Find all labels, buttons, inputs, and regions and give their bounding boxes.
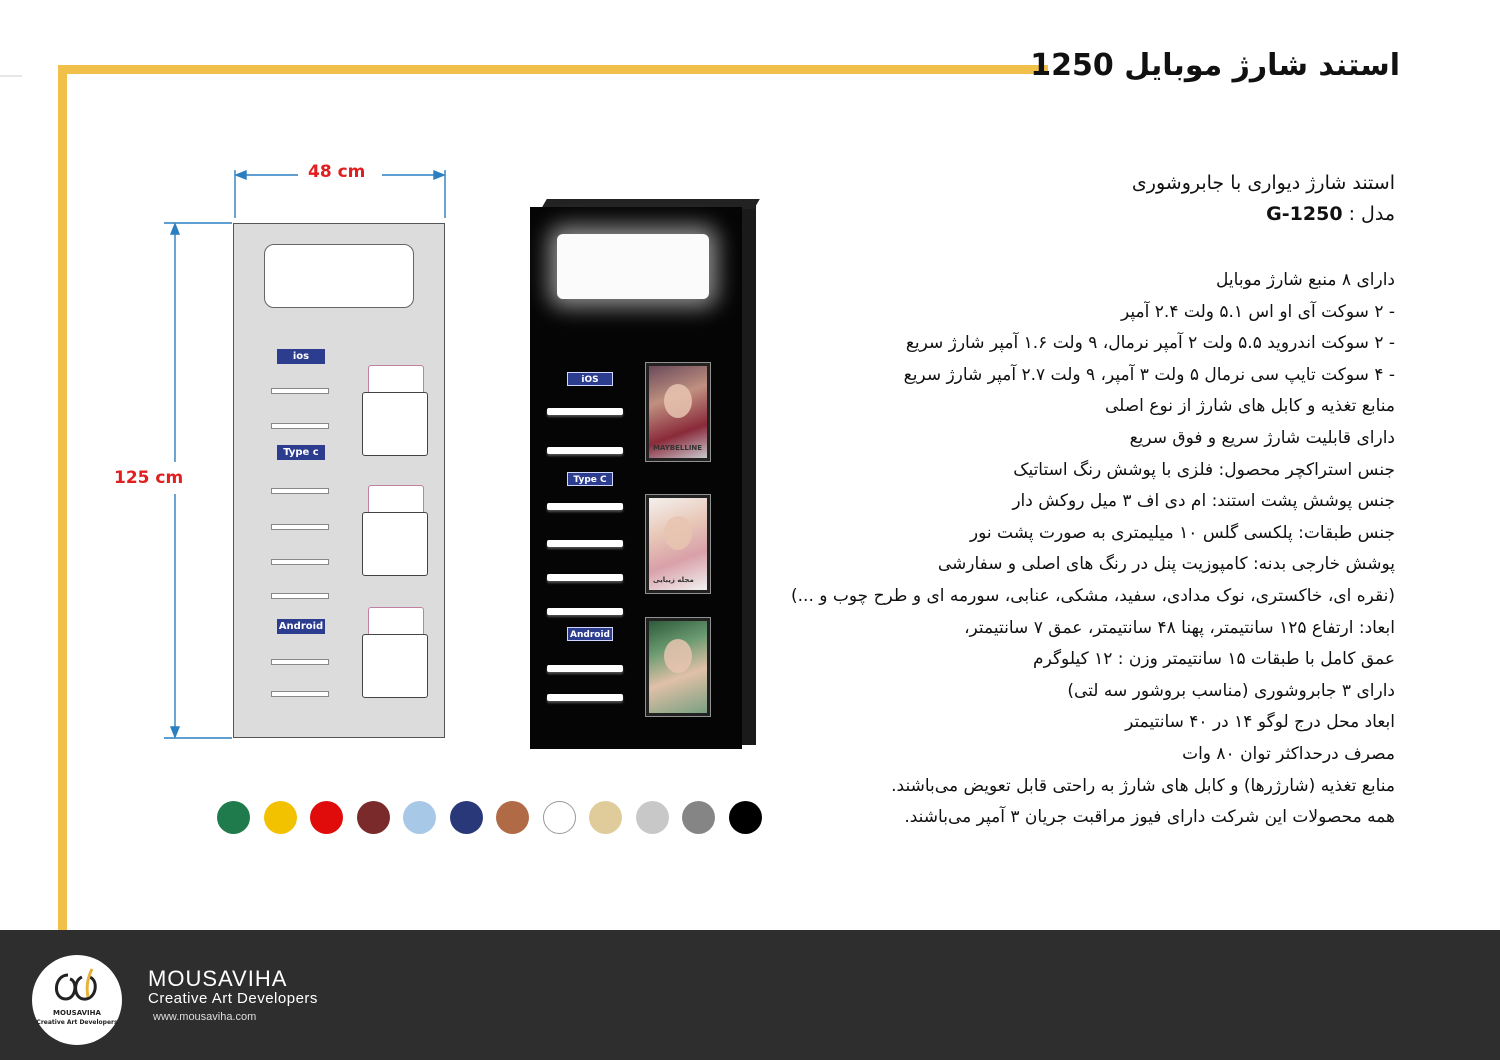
brand-tagline: Creative Art Developers bbox=[148, 990, 318, 1007]
brochure-text: مجله زیبایی bbox=[653, 576, 694, 584]
rendered-stand bbox=[530, 207, 742, 749]
spec-item: همه محصولات این شرکت دارای فیوز مراقبت جریان ۳ آمپر می‌باشند. bbox=[904, 807, 1395, 828]
logo-tagline: Creative Art Developers bbox=[36, 1019, 118, 1026]
color-swatch bbox=[682, 801, 715, 834]
color-swatch bbox=[496, 801, 529, 834]
brochure-face bbox=[664, 639, 692, 673]
typec-tag: Type c bbox=[277, 445, 325, 460]
logo-slot bbox=[264, 244, 414, 308]
shelf bbox=[271, 423, 329, 429]
width-dimension-label: 48 cm bbox=[308, 162, 366, 182]
technical-drawing-panel bbox=[233, 223, 445, 738]
brochure-pocket bbox=[362, 512, 428, 576]
backlit-logo-panel bbox=[557, 234, 709, 299]
footer-bar bbox=[0, 930, 1500, 1060]
color-swatches bbox=[217, 801, 775, 834]
render-shelf bbox=[547, 408, 623, 415]
render-ios-tag: iOS bbox=[567, 372, 613, 386]
spec-item: عمق کامل با طبقات ۱۵ سانتیمتر وزن : ۱۲ کیلوگرم bbox=[1033, 649, 1395, 670]
shelf bbox=[271, 559, 329, 565]
render-shelf bbox=[547, 540, 623, 547]
color-swatch bbox=[636, 801, 669, 834]
brochure-text: MAYBELLINE bbox=[653, 444, 703, 452]
model-label: مدل : bbox=[1348, 203, 1395, 225]
render-shelf bbox=[547, 503, 623, 510]
color-swatch bbox=[217, 801, 250, 834]
render-shelf bbox=[547, 574, 623, 581]
color-swatch bbox=[450, 801, 483, 834]
render-shelf bbox=[547, 447, 623, 454]
spec-item: ابعاد محل درج لوگو ۱۴ در ۴۰ سانتیمتر bbox=[1125, 712, 1395, 733]
shelf bbox=[271, 659, 329, 665]
spec-item: دارای ۸ منبع شارژ موبایل bbox=[1216, 270, 1395, 290]
color-swatch bbox=[543, 801, 576, 834]
shelf bbox=[271, 488, 329, 494]
company-logo bbox=[32, 955, 122, 1045]
spec-item: ابعاد: ارتفاع ۱۲۵ سانتیمتر، پهنا ۴۸ سانتیمتر، عمق ۷ سانتیمتر، bbox=[964, 617, 1395, 638]
brochure-holder bbox=[645, 617, 711, 717]
spec-item: جنس پوشش پشت استند: ام دی اف ۳ میل روکش دار bbox=[1012, 491, 1395, 512]
brand-name: MOUSAVIHA bbox=[148, 966, 288, 991]
spec-item: دارای ۳ جابروشوری (مناسب بروشور سه لتی) bbox=[1067, 680, 1395, 701]
color-swatch bbox=[310, 801, 343, 834]
color-swatch bbox=[729, 801, 762, 834]
color-swatch bbox=[589, 801, 622, 834]
color-swatch bbox=[264, 801, 297, 834]
brochure-pocket bbox=[362, 634, 428, 698]
shelf bbox=[271, 388, 329, 394]
spec-item: - ۴ سوکت تایپ سی نرمال ۵ ولت ۳ آمپر، ۹ ولت ۲.۷ آمپر شارژ سریع bbox=[903, 364, 1395, 385]
spec-item: منابع تغذیه (شارژرها) و کابل های شارژ به راحتی قابل تعویض می‌باشند. bbox=[891, 775, 1395, 796]
spec-item: جنس استراکچر محصول: فلزی با پوشش رنگ استاتیک bbox=[1013, 459, 1395, 480]
corner-tick bbox=[0, 75, 22, 77]
brochure-holder bbox=[645, 362, 711, 462]
frame-left-bar bbox=[58, 65, 67, 930]
spec-item: مصرف درحداکثر توان ۸۰ وات bbox=[1182, 743, 1395, 764]
spec-item: (نقره ای، خاکستری، نوک مدادی، سفید، مشکی، عنابی، سورمه ای و طرح چوب و ...) bbox=[791, 585, 1395, 606]
brochure-face bbox=[664, 516, 692, 550]
spec-item: - ۲ سوکت آی او اس ۵.۱ ولت ۲.۴ آمپر bbox=[1121, 301, 1395, 322]
render-shelf bbox=[547, 694, 623, 701]
brochure-image bbox=[649, 498, 707, 590]
shelf bbox=[271, 524, 329, 530]
render-android-tag: Android bbox=[567, 627, 613, 641]
spec-item: پوشش خارجی بدنه: کامپوزیت پنل در رنگ های اصلی و سفارشی bbox=[937, 554, 1395, 575]
brochure-image bbox=[649, 366, 707, 458]
spec-item: - ۲ سوکت اندروید ۵.۵ ولت ۲ آمپر نرمال، ۹ ولت ۱.۶ آمپر شارژ سریع bbox=[905, 333, 1395, 354]
model-value: G-1250 bbox=[1266, 203, 1343, 225]
android-tag: Android bbox=[278, 621, 324, 632]
spec-item: منابع تغذیه و کابل های شارژ از نوع اصلی bbox=[1104, 396, 1395, 417]
render-shelf bbox=[547, 608, 623, 615]
ios-tag: ios bbox=[277, 349, 325, 364]
stand-side bbox=[741, 200, 756, 745]
shelf bbox=[271, 691, 329, 697]
brochure-holder bbox=[645, 494, 711, 594]
spec-item: جنس طبقات: پلکسی گلس ۱۰ میلیمتری به صورت پشت نور bbox=[969, 522, 1395, 543]
page-title: استند شارژ موبایل 1250 bbox=[1030, 48, 1400, 83]
website-link[interactable]: www.mousaviha.com bbox=[153, 1011, 257, 1023]
brochure-pocket bbox=[362, 392, 428, 456]
height-dimension-label: 125 cm bbox=[114, 468, 184, 488]
frame-top-bar bbox=[58, 65, 1048, 74]
spec-item: دارای قابلیت شارژ سریع و فوق سریع bbox=[1129, 427, 1395, 448]
spec-list bbox=[775, 265, 1395, 834]
render-shelf bbox=[547, 665, 623, 672]
color-swatch bbox=[357, 801, 390, 834]
logo-mark-icon bbox=[48, 967, 106, 1007]
brochure-image bbox=[649, 621, 707, 713]
color-swatch bbox=[403, 801, 436, 834]
render-typec-tag: Type C bbox=[567, 472, 613, 486]
model-line bbox=[1266, 203, 1395, 225]
product-subtitle: استند شارژ دیواری با جابروشوری bbox=[1131, 172, 1395, 194]
shelf bbox=[271, 593, 329, 599]
brochure-face bbox=[664, 384, 692, 418]
logo-name: MOUSAVIHA bbox=[53, 1009, 101, 1017]
